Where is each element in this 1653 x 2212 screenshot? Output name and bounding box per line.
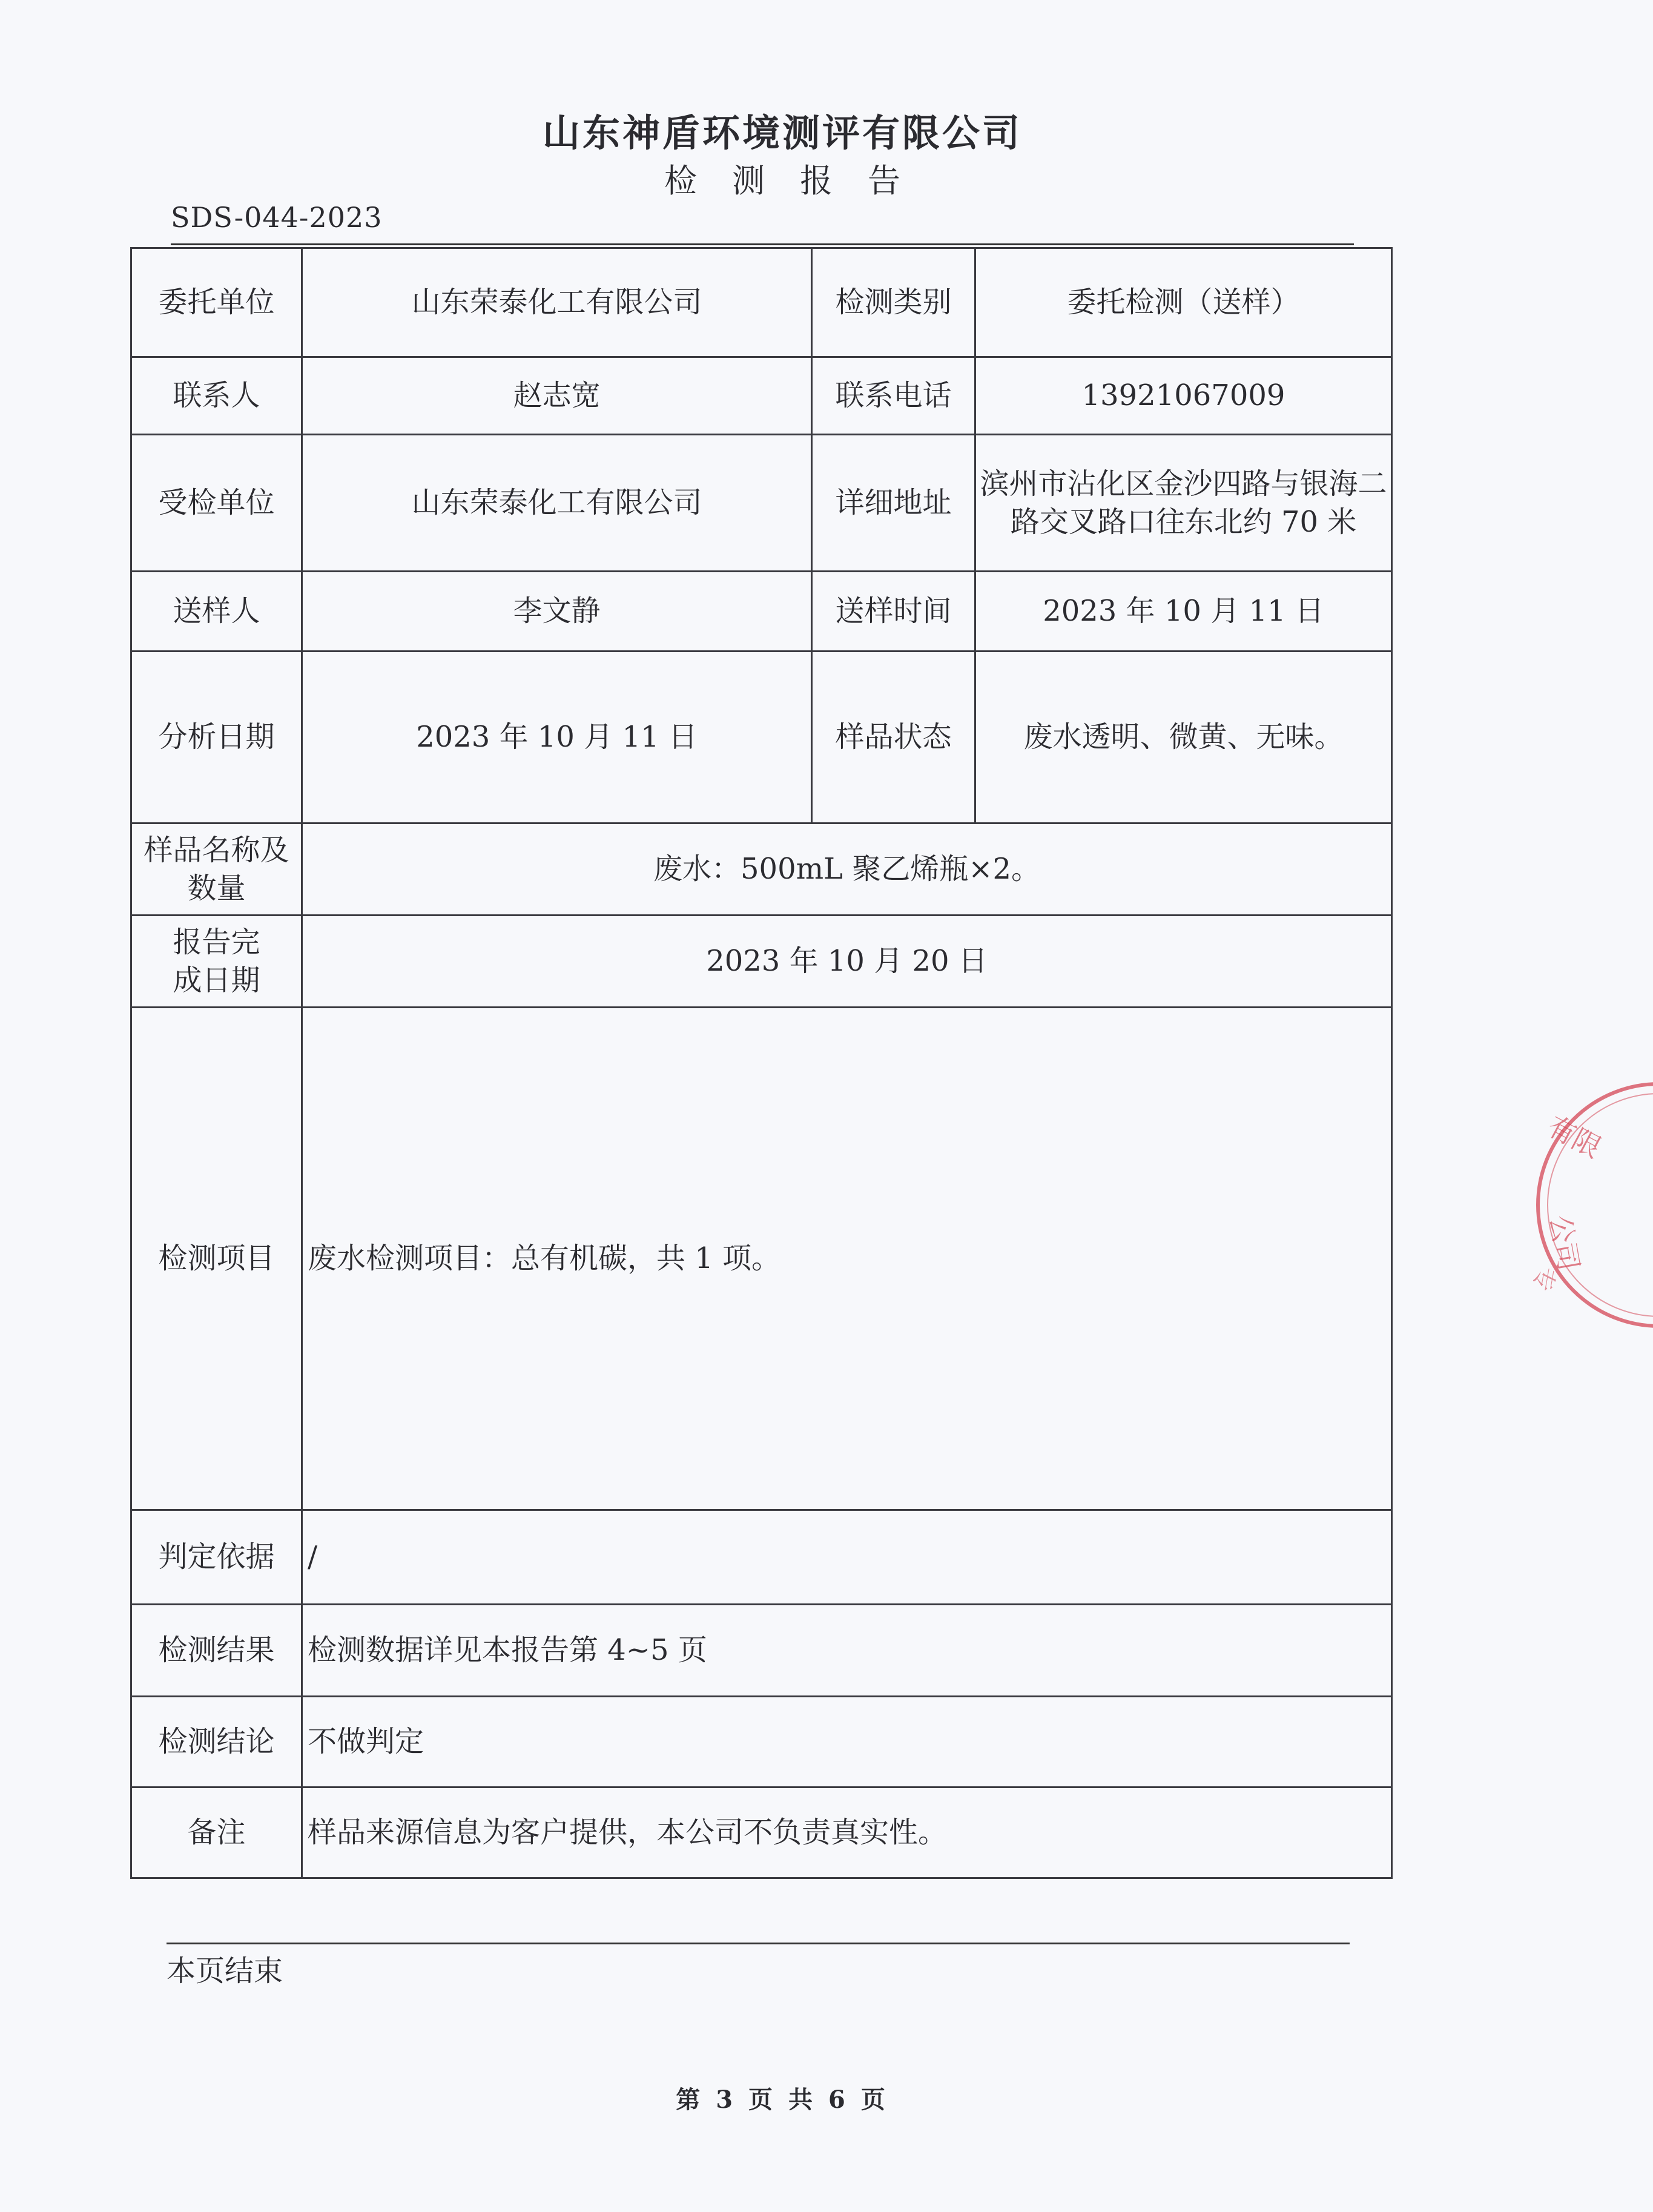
table-row [131,824,1392,916]
address-label: 详细地址 [812,435,975,572]
inspected-unit-label: 受检单位 [131,435,302,572]
result-label: 检测结果 [131,1605,302,1697]
sample-name-label: 样品名称及数量 [131,824,302,916]
client-label: 委托单位 [131,248,302,357]
phone-value: 13921067009 [975,357,1392,435]
conclusion-label: 检测结论 [131,1697,302,1788]
page-prefix: 第 [676,2085,704,2114]
result-value: 检测数据详见本报告第 4~5 页 [302,1605,1392,1697]
company-name: 山东神盾环境测评有限公司 [542,111,1022,155]
send-time-label: 送样时间 [812,572,975,652]
table-row [131,652,1392,824]
inspected-unit-value: 山东荣泰化工有限公司 [302,435,812,572]
client-value: 山东荣泰化工有限公司 [302,248,812,357]
basis-label: 判定依据 [131,1510,302,1605]
conclusion-value: 不做判定 [302,1697,1392,1788]
sender-label: 送样人 [131,572,302,652]
table-row [131,572,1392,652]
report-table [130,247,1393,1879]
remark-value: 样品来源信息为客户提供，本公司不负责真实性。 [302,1788,1392,1878]
table-row [131,248,1392,357]
table-row [131,916,1392,1008]
page-current: 3 [716,2085,737,2114]
header-rule [171,243,1354,245]
report-number: SDS-044-2023 [171,201,383,234]
table-row [131,357,1392,435]
page-number [0,2081,1565,2115]
phone-label: 联系电话 [812,357,975,435]
contact-value: 赵志宽 [302,357,812,435]
test-type-value: 委托检测（送样） [975,248,1392,357]
page-end-note: 本页结束 [167,1954,283,1988]
page-suffix: 页 [860,2085,889,2114]
page-mid: 页 共 [748,2085,816,2114]
table-row [131,1605,1392,1697]
completion-date-label: 报告完成日期 [131,916,302,1008]
svg-text:有限: 有限 [1542,1109,1607,1164]
svg-text:公司: 公司 [1543,1212,1586,1273]
document-type: 检测报告 [664,162,935,200]
table-row [131,1697,1392,1788]
table-row [131,1788,1392,1878]
sample-state-value: 废水透明、微黄、无味。 [975,652,1392,824]
sender-value: 李文静 [302,572,812,652]
page-total: 6 [828,2085,849,2114]
table-row [131,435,1392,572]
address-value: 滨州市沾化区金沙四路与银海二路交叉路口往东北约 70 米 [975,435,1392,572]
footer-rule [167,1943,1350,1944]
completion-date-value: 2023 年 10 月 20 日 [302,916,1392,1008]
test-items-label: 检测项目 [131,1008,302,1510]
svg-text:专: 专 [1528,1264,1560,1293]
remark-label: 备注 [131,1788,302,1878]
sample-state-label: 样品状态 [812,652,975,824]
company-seal-icon [1508,1066,1653,1344]
table-row [131,1008,1392,1510]
basis-value: / [302,1510,1392,1605]
analysis-date-value: 2023 年 10 月 11 日 [302,652,812,824]
contact-label: 联系人 [131,357,302,435]
sample-name-value: 废水：500mL 聚乙烯瓶×2。 [302,824,1392,916]
test-type-label: 检测类别 [812,248,975,357]
test-items-value: 废水检测项目：总有机碳，共 1 项。 [302,1008,1392,1510]
send-time-value: 2023 年 10 月 11 日 [975,572,1392,652]
table-row [131,1510,1392,1605]
analysis-date-label: 分析日期 [131,652,302,824]
